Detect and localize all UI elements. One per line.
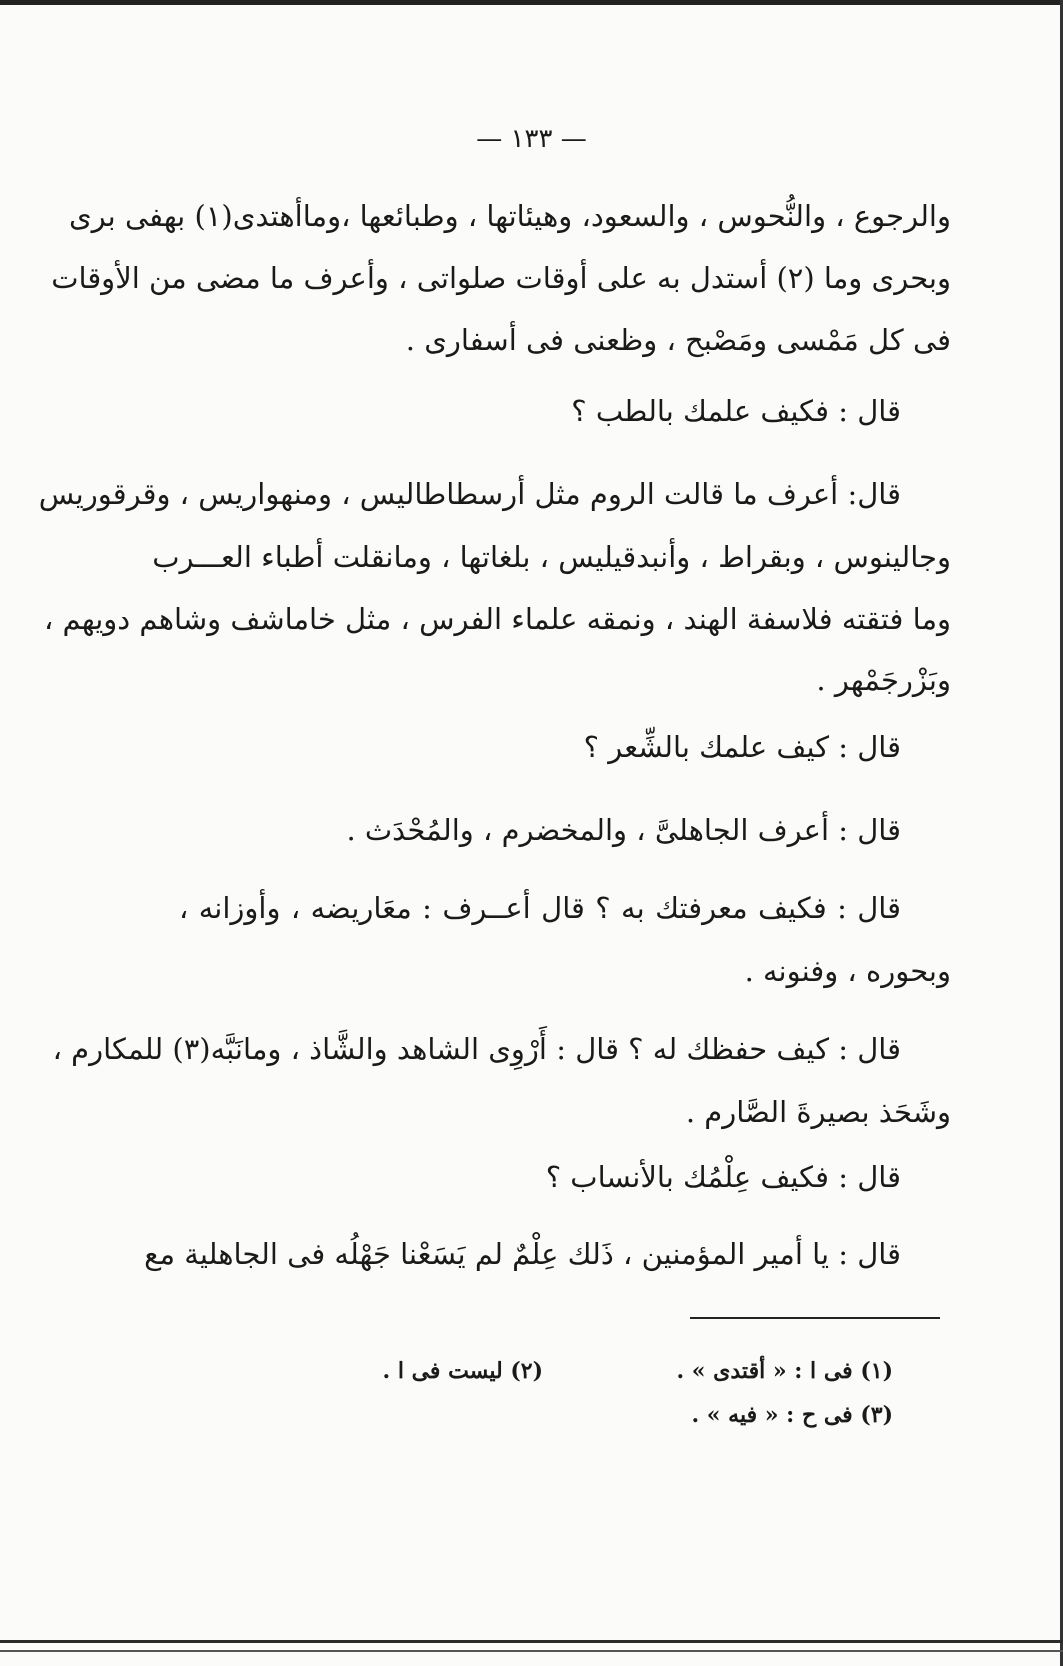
text-line-7: وما فتقته فلاسفة الهند ، ونمقه علماء الفرس ، مثل خاماشف وشاهم دويهم ، xyxy=(43,602,951,636)
page-number: — ١٣٣ — xyxy=(476,124,587,154)
page-edge-bottom xyxy=(0,1640,1063,1643)
answer-poetry: قال : أعرف الجاهلىَّ ، والمخضرم ، والمُحْدَث . xyxy=(346,813,901,847)
question-medicine: قال : فكيف علمك بالطب ؟ xyxy=(571,394,901,428)
footnote-separator xyxy=(690,1317,940,1319)
text-line-2: وبحرى وما (٢) أستدل به على أوقات صلواتى ، وأعرف ما مضى من الأوقات xyxy=(51,261,951,295)
text-line-14: وشَحَذ بصيرةَ الصَّارم . xyxy=(685,1095,951,1129)
question-genealogy: قال : فكيف عِلْمُك بالأنساب ؟ xyxy=(545,1160,901,1194)
text-line-1: والرجوع ، والنُّحوس ، والسعود، وهيئاتها ، وطبائعها ،وماأهتدى(١) بهفى برى xyxy=(68,199,951,233)
question-poetry: قال : كيف علمك بالشِّعر ؟ xyxy=(583,730,901,764)
text-line-3: فى كل مَمْسى ومَصْبح ، وظعنى فى أسفارى . xyxy=(405,323,951,357)
text-line-8: وبَزْرجَمْهر . xyxy=(816,663,951,697)
text-line-16: قال : يا أمير المؤمنين ، ذَلك عِلْمٌ لم يَسَعْنا جَهْلُه فى الجاهلية مع xyxy=(144,1237,901,1271)
text-line-5: قال: أعرف ما قالت الروم مثل أرسطاطاليس ، ومنهواريس ، وقرقوريس xyxy=(38,477,901,511)
text-line-13: قال : كيف حفظك له ؟ قال : أَرْوِى الشاهد والشَّاذ ، ومانَبَّه(٣) للمكارم ، xyxy=(52,1032,901,1066)
page-edge-top xyxy=(0,0,1063,5)
footnote-3: (٣) فى ح : « فيه » . xyxy=(691,1402,893,1428)
footnote-2: (٢) ليست فى ا . xyxy=(382,1358,543,1384)
footnote-1: (١) فى ا : « أقتدى » . xyxy=(676,1358,893,1384)
text-line-11: قال : فكيف معرفتك به ؟ قال أعــرف : معَاريضه ، وأوزانه ، xyxy=(179,891,901,925)
page-edge-bottom-inner xyxy=(0,1650,1063,1652)
text-line-6: وجالينوس ، وبقراط ، وأنبدقيليس ، بلغاتها ، ومانقلت أطباء العـــرب xyxy=(152,540,951,574)
text-line-12: وبحوره ، وفنونه . xyxy=(744,954,951,988)
